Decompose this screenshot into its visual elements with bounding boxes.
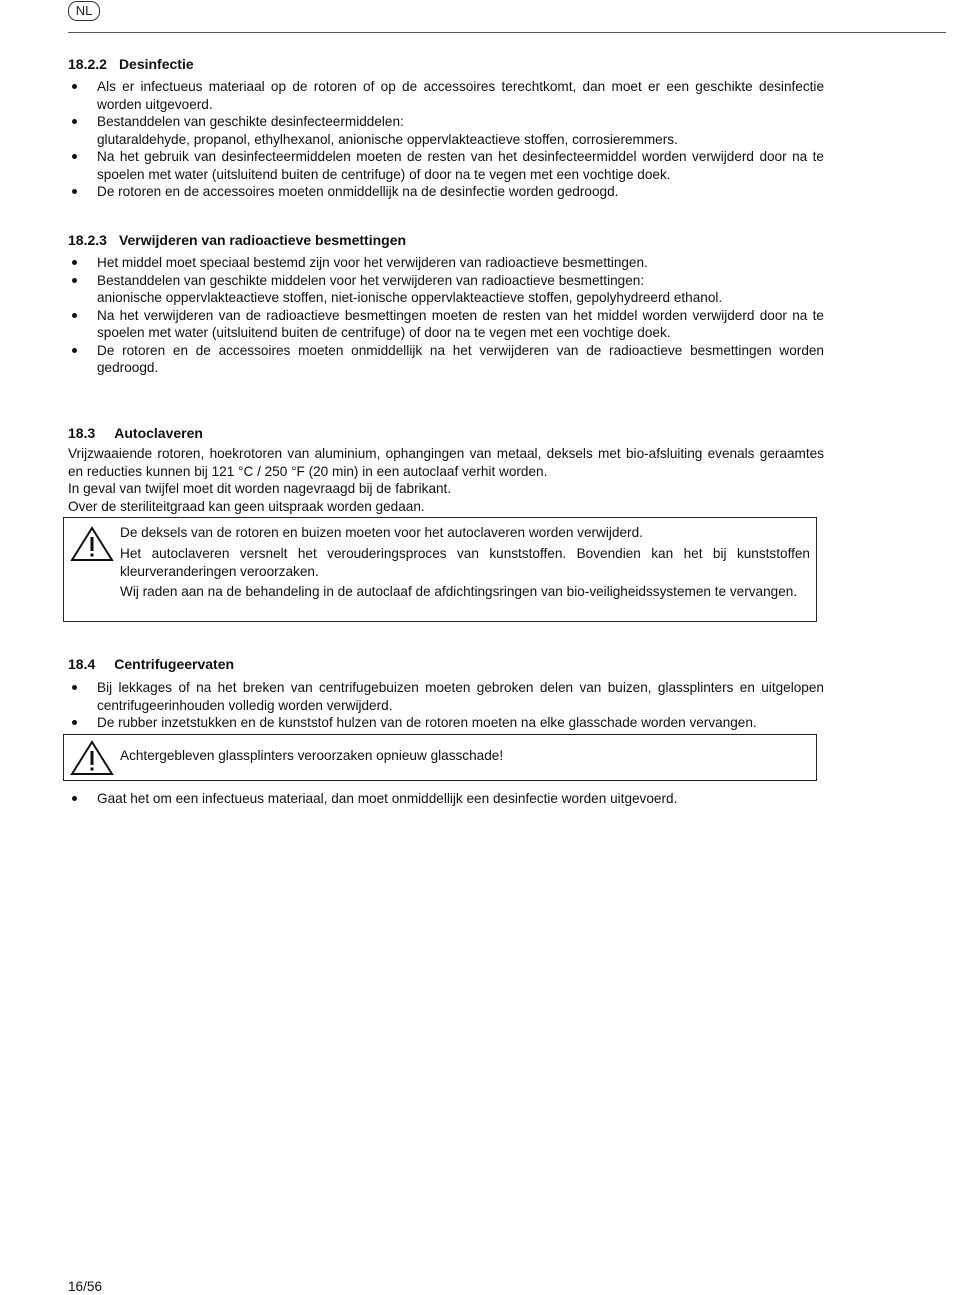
paragraph-line: Over de steriliteitgraad kan geen uitspraak worden gedaan. — [68, 498, 425, 514]
bullet-icon — [72, 278, 77, 283]
infection-list — [68, 790, 824, 808]
section-title-18-2-2 — [68, 56, 194, 73]
bullet-icon — [72, 189, 77, 194]
bullet-icon — [72, 313, 77, 318]
section-title-18-2-3 — [68, 232, 406, 249]
bullet-icon — [72, 348, 77, 353]
bullet-icon — [72, 119, 77, 124]
list-item: Bij lekkages of na het breken van centrifugebuizen moeten gebroken delen van buizen, glassplinters en uitgelopen centrifugeerinhouden volledig worden verwijderd. — [68, 679, 824, 714]
list-item: De rotoren en de accessoires moeten onmiddellijk na de desinfectie worden gedroogd. — [68, 183, 824, 201]
warning-line: De deksels van de rotoren en buizen moeten voor het autoclaveren worden verwijderd. — [120, 525, 643, 540]
list-item: Na het verwijderen van de radioactieve besmettingen moeten de resten van het middel worden verwijderd door na te spoelen met water (uitsluitend buiten de centrifuge) of door na te vegen met een vochtige doek. — [68, 307, 824, 342]
list-item: De rotoren en de accessoires moeten onmiddellijk na het verwijderen van de radioactieve besmettingen worden gedroogd. — [68, 342, 824, 377]
paragraph-line: In geval van twijfel moet dit worden nagevraagd bij de fabrikant. — [68, 481, 452, 496]
warning-line: Achtergebleven glassplinters veroorzaken opnieuw glasschade! — [120, 748, 504, 763]
paragraph-line: Vrijzwaaiende rotoren, hoekrotoren van aluminium, ophangingen van metaal, deksels met bio-afsluiting evenals geraamtes en reducties kunnen bij 121 °C / 250 °F (20 min) in een autoclaaf verhit worden. — [68, 446, 824, 479]
list-item: Bestanddelen van geschikte middelen voor het verwijderen van radioactieve besmettingen: anionische oppervlakteactieve stoffen, niet-ionische oppervlakteactieve stoffen, gepolyhydreerd ethanol. — [68, 272, 824, 307]
section-number: 18.2.2 — [68, 56, 107, 72]
warning-triangle-icon — [70, 526, 114, 562]
bullet-icon — [72, 685, 77, 690]
warning-box-autoclave — [63, 517, 817, 622]
section-number: 18.2.3 — [68, 232, 107, 248]
page-header — [0, 0, 960, 34]
section-heading: Verwijderen van radioactieve besmettingen — [118, 232, 407, 248]
bullet-icon — [72, 796, 77, 801]
autoclave-paragraph — [68, 445, 824, 515]
section-heading: Autoclaveren — [114, 425, 203, 441]
list-item: Als er infectueus materiaal op de rotoren of op de accessoires terechtkomt, dan moet er een geschikte desinfectie worden uitgevoerd. — [68, 78, 824, 113]
bullet-icon — [72, 720, 77, 725]
bullet-icon — [72, 84, 77, 89]
list-item: Na het gebruik van desinfecteermiddelen moeten de resten van het desinfecteermiddel worden verwijderd door na te spoelen met water (uitsluitend buiten de centrifuge) of door na te vegen met een vochtige doek. — [68, 148, 824, 183]
page-number: 16/56 — [68, 1279, 103, 1294]
warning-box-glass — [63, 734, 817, 781]
list-item: Het middel moet speciaal bestemd zijn voor het verwijderen van radioactieve besmettingen. — [68, 254, 824, 272]
warning-triangle-icon — [70, 740, 114, 776]
list-item: Bestanddelen van geschikte desinfecteermiddelen: glutaraldehyde, propanol, ethylhexanol, anionische oppervlakteactieve stoffen, corrosieremmers. — [68, 113, 824, 148]
radioactive-list — [68, 254, 824, 377]
section-heading: Desinfectie — [118, 56, 194, 72]
warning-line: Wij raden aan na de behandeling in de autoclaaf de afdichtingsringen van bio-veiligheidssystemen te vervangen. — [120, 584, 798, 599]
section-number: 18.3 — [68, 425, 96, 441]
section-title-18-3 — [68, 425, 203, 442]
header-rule — [68, 32, 946, 33]
section-heading: Centrifugeervaten — [114, 656, 235, 672]
list-item: De rubber inzetstukken en de kunststof hulzen van de rotoren moeten na elke glasschade worden vervangen. — [68, 714, 824, 732]
vessels-list — [68, 679, 824, 732]
language-badge: NL — [68, 1, 100, 21]
warning-line: Het autoclaveren versnelt het verouderingsproces van kunststoffen. Bovendien kan het bij kunststoffen kleurveranderingen veroorzaken. — [120, 546, 810, 579]
bullet-icon — [72, 154, 77, 159]
list-item: Gaat het om een infectueus materiaal, dan moet onmiddellijk een desinfectie worden uitgevoerd. — [68, 790, 824, 808]
bullet-icon — [72, 260, 77, 265]
section-number: 18.4 — [68, 656, 96, 672]
section-title-18-4 — [68, 656, 234, 673]
disinfection-list — [68, 78, 824, 201]
